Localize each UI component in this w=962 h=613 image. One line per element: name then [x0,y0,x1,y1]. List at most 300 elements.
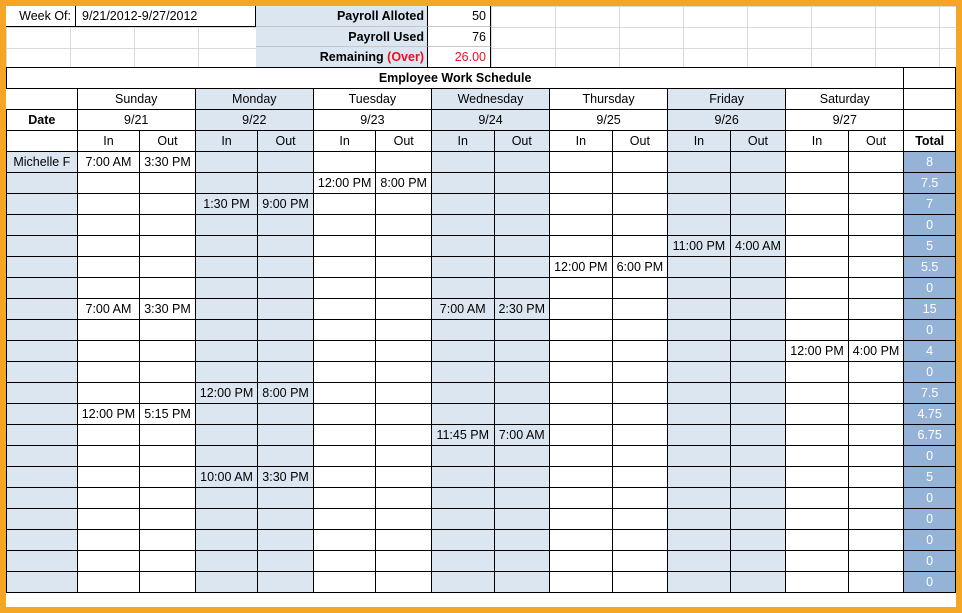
time-out-cell[interactable] [730,152,786,173]
employee-name-cell[interactable] [7,404,78,425]
time-in-cell[interactable] [195,152,258,173]
time-out-cell[interactable] [730,215,786,236]
time-out-cell[interactable] [730,404,786,425]
employee-name-cell[interactable] [7,362,78,383]
time-out-cell[interactable]: 8:00 PM [258,383,314,404]
time-out-cell[interactable] [848,278,904,299]
time-out-cell[interactable] [730,467,786,488]
time-in-cell[interactable] [668,551,731,572]
time-out-cell[interactable] [258,425,314,446]
employee-name-cell[interactable] [7,488,78,509]
time-in-cell[interactable] [77,551,140,572]
time-out-cell[interactable] [376,446,432,467]
time-out-cell[interactable] [612,404,668,425]
time-in-cell[interactable] [786,404,849,425]
date-tuesday[interactable]: 9/23 [313,110,431,131]
time-out-cell[interactable] [612,362,668,383]
date-monday[interactable]: 9/22 [195,110,313,131]
time-in-cell[interactable] [431,509,494,530]
employee-name-cell[interactable] [7,341,78,362]
time-in-cell[interactable] [313,551,376,572]
time-out-cell[interactable] [730,551,786,572]
time-in-cell[interactable] [313,425,376,446]
time-in-cell[interactable] [786,194,849,215]
time-out-cell[interactable] [612,215,668,236]
time-out-cell[interactable] [140,194,196,215]
time-out-cell[interactable]: 5:15 PM [140,404,196,425]
payroll-alloted-value[interactable]: 50 [428,6,491,27]
time-in-cell[interactable] [77,173,140,194]
time-out-cell[interactable] [494,362,550,383]
time-in-cell[interactable] [786,257,849,278]
time-in-cell[interactable] [668,173,731,194]
time-in-cell[interactable]: 11:00 PM [668,236,731,257]
time-out-cell[interactable] [258,509,314,530]
time-out-cell[interactable] [612,551,668,572]
time-in-cell[interactable] [786,509,849,530]
time-out-cell[interactable] [848,425,904,446]
time-out-cell[interactable] [140,257,196,278]
employee-name-cell[interactable] [7,173,78,194]
time-out-cell[interactable] [848,404,904,425]
time-in-cell[interactable] [77,362,140,383]
time-out-cell[interactable]: 6:00 PM [612,257,668,278]
time-out-cell[interactable] [612,446,668,467]
time-in-cell[interactable] [786,446,849,467]
time-in-cell[interactable] [195,509,258,530]
time-out-cell[interactable] [730,320,786,341]
time-in-cell[interactable] [431,194,494,215]
time-out-cell[interactable] [258,362,314,383]
time-out-cell[interactable] [140,362,196,383]
time-out-cell[interactable] [140,341,196,362]
time-in-cell[interactable] [550,467,613,488]
time-in-cell[interactable] [431,320,494,341]
time-in-cell[interactable] [431,362,494,383]
time-in-cell[interactable]: 7:00 AM [77,152,140,173]
time-out-cell[interactable] [612,467,668,488]
employee-name-cell[interactable] [7,215,78,236]
time-in-cell[interactable] [195,404,258,425]
time-out-cell[interactable] [730,194,786,215]
time-in-cell[interactable] [195,215,258,236]
time-out-cell[interactable]: 4:00 AM [730,236,786,257]
time-out-cell[interactable] [376,278,432,299]
time-out-cell[interactable] [494,446,550,467]
time-out-cell[interactable] [376,194,432,215]
time-in-cell[interactable] [668,509,731,530]
time-in-cell[interactable] [668,362,731,383]
time-in-cell[interactable] [668,194,731,215]
time-in-cell[interactable] [195,446,258,467]
time-out-cell[interactable] [376,215,432,236]
time-in-cell[interactable]: 11:45 PM [431,425,494,446]
time-out-cell[interactable] [494,551,550,572]
time-out-cell[interactable] [730,278,786,299]
time-out-cell[interactable] [258,572,314,593]
time-in-cell[interactable] [431,530,494,551]
time-out-cell[interactable] [258,488,314,509]
employee-name-cell[interactable] [7,572,78,593]
time-in-cell[interactable] [668,446,731,467]
time-in-cell[interactable] [786,551,849,572]
time-out-cell[interactable] [376,383,432,404]
time-in-cell[interactable] [195,341,258,362]
time-in-cell[interactable] [195,551,258,572]
time-in-cell[interactable] [786,320,849,341]
time-in-cell[interactable] [313,488,376,509]
time-in-cell[interactable] [550,299,613,320]
time-out-cell[interactable] [140,215,196,236]
time-in-cell[interactable] [195,173,258,194]
time-in-cell[interactable] [786,299,849,320]
time-in-cell[interactable] [786,383,849,404]
time-out-cell[interactable] [494,404,550,425]
time-in-cell[interactable] [431,173,494,194]
time-out-cell[interactable] [258,341,314,362]
time-in-cell[interactable] [550,362,613,383]
time-in-cell[interactable] [313,383,376,404]
time-out-cell[interactable] [730,173,786,194]
time-out-cell[interactable] [612,299,668,320]
date-wednesday[interactable]: 9/24 [431,110,549,131]
time-out-cell[interactable]: 8:00 PM [376,173,432,194]
time-in-cell[interactable] [550,278,613,299]
employee-name-cell[interactable]: Michelle F [7,152,78,173]
time-out-cell[interactable] [612,425,668,446]
time-in-cell[interactable] [313,299,376,320]
time-out-cell[interactable] [140,551,196,572]
time-in-cell[interactable] [550,383,613,404]
time-out-cell[interactable]: 3:30 PM [140,299,196,320]
time-out-cell[interactable] [258,551,314,572]
time-out-cell[interactable] [612,509,668,530]
time-in-cell[interactable] [668,341,731,362]
time-out-cell[interactable]: 2:30 PM [494,299,550,320]
time-out-cell[interactable] [258,173,314,194]
time-in-cell[interactable] [431,467,494,488]
time-out-cell[interactable] [730,488,786,509]
employee-name-cell[interactable] [7,299,78,320]
time-out-cell[interactable] [376,152,432,173]
time-out-cell[interactable] [730,341,786,362]
time-in-cell[interactable] [313,530,376,551]
time-out-cell[interactable] [376,341,432,362]
time-out-cell[interactable] [612,194,668,215]
payroll-used-value[interactable]: 76 [428,27,491,47]
time-in-cell[interactable] [668,278,731,299]
time-in-cell[interactable] [313,320,376,341]
time-in-cell[interactable] [313,362,376,383]
time-out-cell[interactable] [612,236,668,257]
time-in-cell[interactable] [668,215,731,236]
time-out-cell[interactable] [494,509,550,530]
time-out-cell[interactable] [140,488,196,509]
date-saturday[interactable]: 9/27 [786,110,904,131]
employee-name-cell[interactable] [7,257,78,278]
date-thursday[interactable]: 9/25 [550,110,668,131]
time-out-cell[interactable] [494,320,550,341]
time-in-cell[interactable] [431,404,494,425]
time-in-cell[interactable] [668,299,731,320]
time-in-cell[interactable] [313,404,376,425]
time-in-cell[interactable] [431,572,494,593]
time-in-cell[interactable]: 12:00 PM [313,173,376,194]
remaining-value[interactable]: 26.00 [428,47,491,68]
time-out-cell[interactable] [494,572,550,593]
time-in-cell[interactable] [550,530,613,551]
time-out-cell[interactable] [848,446,904,467]
time-out-cell[interactable] [612,341,668,362]
time-out-cell[interactable] [140,320,196,341]
time-in-cell[interactable] [550,551,613,572]
time-out-cell[interactable] [494,341,550,362]
employee-name-cell[interactable] [7,320,78,341]
time-in-cell[interactable] [550,572,613,593]
time-in-cell[interactable] [431,488,494,509]
time-in-cell[interactable] [668,572,731,593]
time-in-cell[interactable] [550,341,613,362]
time-in-cell[interactable] [786,467,849,488]
time-in-cell[interactable] [313,572,376,593]
time-out-cell[interactable] [612,488,668,509]
time-in-cell[interactable] [313,257,376,278]
time-out-cell[interactable]: 3:30 PM [140,152,196,173]
time-in-cell[interactable]: 12:00 PM [786,341,849,362]
time-out-cell[interactable] [140,467,196,488]
time-in-cell[interactable] [195,257,258,278]
time-out-cell[interactable] [494,488,550,509]
time-out-cell[interactable] [494,278,550,299]
time-out-cell[interactable] [612,152,668,173]
employee-name-cell[interactable] [7,278,78,299]
time-out-cell[interactable] [848,173,904,194]
time-out-cell[interactable] [376,425,432,446]
time-in-cell[interactable] [431,278,494,299]
time-out-cell[interactable] [730,383,786,404]
time-out-cell[interactable] [258,320,314,341]
time-in-cell[interactable] [195,572,258,593]
time-in-cell[interactable] [550,425,613,446]
time-in-cell[interactable] [550,320,613,341]
time-out-cell[interactable] [376,257,432,278]
time-in-cell[interactable] [550,215,613,236]
time-out-cell[interactable] [494,215,550,236]
time-in-cell[interactable] [431,341,494,362]
time-out-cell[interactable] [730,299,786,320]
time-in-cell[interactable] [431,215,494,236]
time-in-cell[interactable] [195,299,258,320]
time-in-cell[interactable] [668,383,731,404]
time-in-cell[interactable] [313,341,376,362]
time-in-cell[interactable]: 12:00 PM [550,257,613,278]
time-out-cell[interactable] [376,320,432,341]
time-in-cell[interactable] [786,530,849,551]
time-in-cell[interactable] [77,488,140,509]
time-out-cell[interactable] [376,299,432,320]
time-in-cell[interactable] [550,404,613,425]
time-in-cell[interactable] [786,215,849,236]
time-in-cell[interactable] [77,236,140,257]
time-in-cell[interactable] [431,257,494,278]
time-in-cell[interactable]: 12:00 PM [77,404,140,425]
time-out-cell[interactable] [494,173,550,194]
time-in-cell[interactable] [195,488,258,509]
time-out-cell[interactable] [140,530,196,551]
time-out-cell[interactable] [612,572,668,593]
time-out-cell[interactable] [494,152,550,173]
time-out-cell[interactable] [612,530,668,551]
time-out-cell[interactable] [376,488,432,509]
time-out-cell[interactable] [848,194,904,215]
time-in-cell[interactable] [786,362,849,383]
time-out-cell[interactable] [848,152,904,173]
employee-name-cell[interactable] [7,509,78,530]
time-in-cell[interactable] [550,152,613,173]
week-of-value[interactable]: 9/21/2012-9/27/2012 [76,6,256,27]
time-in-cell[interactable] [77,320,140,341]
time-in-cell[interactable] [668,467,731,488]
time-out-cell[interactable] [376,551,432,572]
time-out-cell[interactable] [848,215,904,236]
time-out-cell[interactable]: 4:00 PM [848,341,904,362]
time-in-cell[interactable] [431,383,494,404]
time-out-cell[interactable] [376,404,432,425]
time-out-cell[interactable] [848,383,904,404]
time-in-cell[interactable] [668,152,731,173]
time-out-cell[interactable] [258,152,314,173]
employee-name-cell[interactable] [7,551,78,572]
time-in-cell[interactable] [195,530,258,551]
time-out-cell[interactable] [258,404,314,425]
time-out-cell[interactable] [848,572,904,593]
time-in-cell[interactable] [195,362,258,383]
time-in-cell[interactable] [77,194,140,215]
time-out-cell[interactable] [376,467,432,488]
time-out-cell[interactable] [494,236,550,257]
employee-name-cell[interactable] [7,467,78,488]
employee-name-cell[interactable] [7,446,78,467]
time-out-cell[interactable] [494,467,550,488]
time-in-cell[interactable] [77,467,140,488]
time-in-cell[interactable] [313,446,376,467]
time-out-cell[interactable] [612,320,668,341]
time-in-cell[interactable] [77,278,140,299]
time-in-cell[interactable] [77,341,140,362]
time-out-cell[interactable] [140,173,196,194]
time-out-cell[interactable] [848,236,904,257]
time-in-cell[interactable]: 10:00 AM [195,467,258,488]
time-in-cell[interactable] [431,236,494,257]
time-out-cell[interactable] [258,215,314,236]
time-in-cell[interactable] [786,572,849,593]
time-out-cell[interactable] [730,509,786,530]
time-in-cell[interactable] [195,425,258,446]
time-in-cell[interactable] [668,404,731,425]
time-in-cell[interactable]: 7:00 AM [431,299,494,320]
time-out-cell[interactable] [376,572,432,593]
time-out-cell[interactable] [848,551,904,572]
date-sunday[interactable]: 9/21 [77,110,195,131]
time-out-cell[interactable] [848,257,904,278]
time-in-cell[interactable] [195,236,258,257]
time-in-cell[interactable] [431,446,494,467]
time-in-cell[interactable] [550,236,613,257]
time-in-cell[interactable] [550,509,613,530]
time-out-cell[interactable] [848,509,904,530]
time-out-cell[interactable] [848,530,904,551]
time-in-cell[interactable] [313,152,376,173]
time-in-cell[interactable] [786,488,849,509]
time-in-cell[interactable] [668,257,731,278]
time-in-cell[interactable] [431,551,494,572]
time-in-cell[interactable] [550,446,613,467]
time-in-cell[interactable] [668,530,731,551]
time-in-cell[interactable] [313,194,376,215]
time-out-cell[interactable] [494,194,550,215]
time-out-cell[interactable] [258,278,314,299]
time-out-cell[interactable] [376,530,432,551]
time-out-cell[interactable] [376,236,432,257]
time-in-cell[interactable] [550,488,613,509]
time-out-cell[interactable] [140,425,196,446]
date-friday[interactable]: 9/26 [668,110,786,131]
employee-name-cell[interactable] [7,383,78,404]
time-out-cell[interactable] [730,446,786,467]
time-in-cell[interactable] [786,152,849,173]
time-out-cell[interactable]: 7:00 AM [494,425,550,446]
time-out-cell[interactable] [140,572,196,593]
time-in-cell[interactable] [313,236,376,257]
time-out-cell[interactable] [612,173,668,194]
time-in-cell[interactable] [313,215,376,236]
time-out-cell[interactable] [140,509,196,530]
time-out-cell[interactable]: 9:00 PM [258,194,314,215]
employee-name-cell[interactable] [7,530,78,551]
time-out-cell[interactable] [612,278,668,299]
time-out-cell[interactable] [494,257,550,278]
time-out-cell[interactable] [848,299,904,320]
time-out-cell[interactable] [258,299,314,320]
time-out-cell[interactable] [140,236,196,257]
time-in-cell[interactable]: 7:00 AM [77,299,140,320]
time-in-cell[interactable] [786,425,849,446]
time-out-cell[interactable] [848,362,904,383]
employee-name-cell[interactable] [7,425,78,446]
time-in-cell[interactable] [77,509,140,530]
time-in-cell[interactable] [195,278,258,299]
time-out-cell[interactable] [730,572,786,593]
time-out-cell[interactable] [258,530,314,551]
time-out-cell[interactable] [494,530,550,551]
time-in-cell[interactable] [195,320,258,341]
time-out-cell[interactable] [140,446,196,467]
time-out-cell[interactable] [258,257,314,278]
time-out-cell[interactable] [494,383,550,404]
time-in-cell[interactable] [786,173,849,194]
time-out-cell[interactable] [258,236,314,257]
time-in-cell[interactable] [550,173,613,194]
time-in-cell[interactable] [77,530,140,551]
time-in-cell[interactable] [786,278,849,299]
time-out-cell[interactable] [140,278,196,299]
time-out-cell[interactable] [376,509,432,530]
time-in-cell[interactable] [77,572,140,593]
time-in-cell[interactable] [313,278,376,299]
time-out-cell[interactable] [848,320,904,341]
time-out-cell[interactable] [730,425,786,446]
time-in-cell[interactable] [431,152,494,173]
